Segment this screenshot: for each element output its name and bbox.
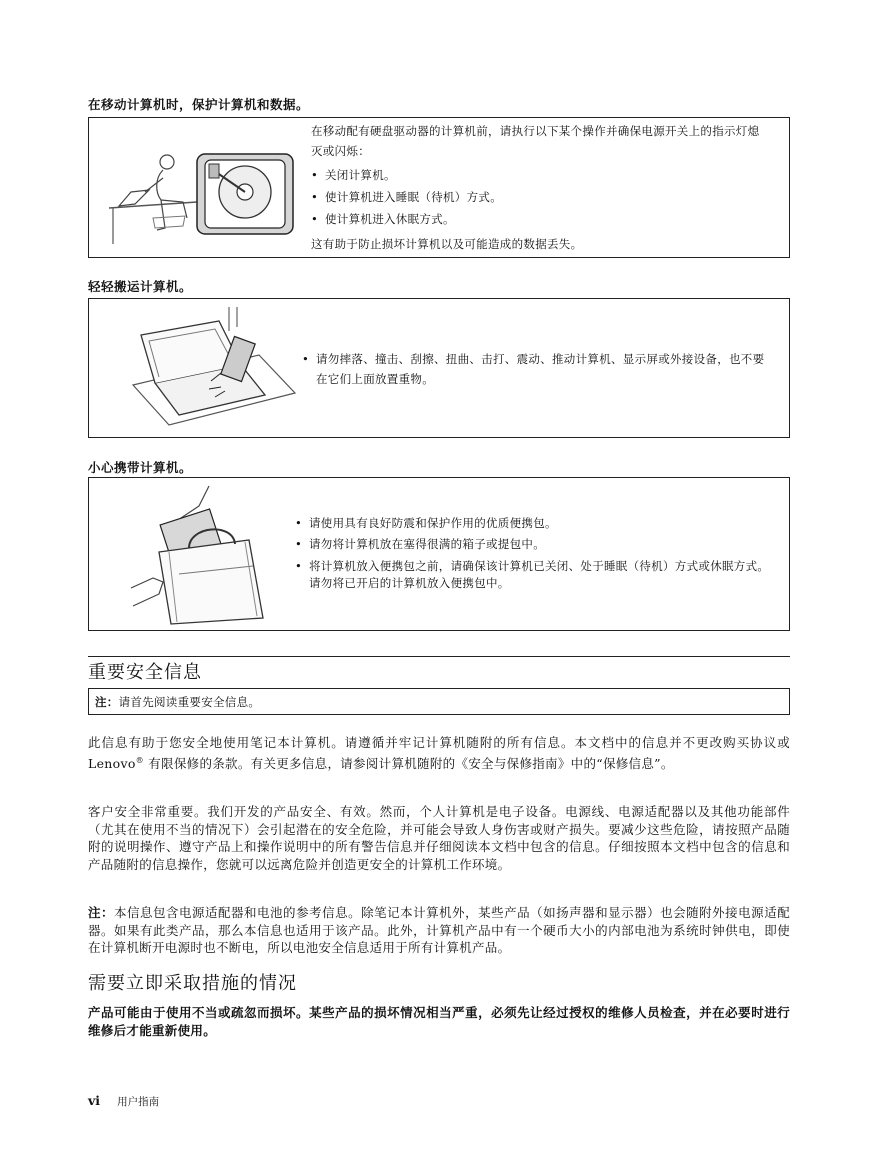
laptop-bag-illustration	[129, 482, 289, 627]
moving-bullet-list	[311, 164, 771, 230]
page-footer	[88, 1090, 159, 1109]
gentle-handling-box	[88, 298, 790, 438]
safety-paragraph-2: 客户安全非常重要。我们开发的产品安全、有效。然而，个人计算机是电子设备。电源线、电源适配器以及其他功能部件（尤其在使用不当的情况下）会引起潜在的安全危险，并可能会导致人身伤害或财产损失。要减少这些危险，请按照产品随附的说明操作、遵守产品上和操作说明中的所有警告信息并仔细阅读本文档中包含的信息。仔细按照本文档中包含的信息和产品随附的信息操作，您就可以远离危险并创造更安全的计算机工作环境。	[88, 804, 790, 872]
section-heading-gentle: 轻轻搬运计算机。	[88, 279, 193, 294]
safety-paragraph-3	[88, 904, 790, 957]
safety-note	[95, 692, 260, 712]
section-heading-moving: 在移动计算机时，保护计算机和数据。	[88, 97, 310, 112]
person-harddisk-illustration	[105, 148, 305, 248]
list-item: • 请勿将计算机放在塞得很满的箱子或提包中。	[295, 534, 775, 555]
section-heading-carry: 小心携带计算机。	[88, 460, 193, 475]
para1-text: 此信息有助于您安全地使用笔记本计算机。请遵循并牢记计算机随附的所有信息。本文档中的信息并不更改购买协议或 Lenovo	[88, 735, 790, 771]
list-item: • 关闭计算机。	[311, 164, 771, 186]
note-label: 注：	[88, 905, 115, 920]
moving-footer-text: 这有助于防止损坏计算机以及可能造成的数据丢失。	[311, 237, 583, 251]
moving-intro-text: 在移动配有硬盘驱动器的计算机前，请执行以下某个操作并确保电源开关上的指示灯熄灭或闪烁：	[311, 124, 760, 158]
para3-text: 本信息包含电源适配器和电池的参考信息。除笔记本计算机外，某些产品（如扬声器和显示器）也会随附外接电源适配器。如果有此类产品，那么本信息也适用于该产品。此外，计算机产品中有一个硬币大小的内部电池为系统时钟供电，即使在计算机断开电源时也不断电，所以电池安全信息适用于所有计算机产品。	[88, 905, 790, 956]
list-item: • 请使用具有良好防震和保护作用的优质便携包。	[295, 513, 775, 534]
safety-note-box	[88, 688, 790, 715]
carry-bullet-list	[295, 513, 775, 592]
safety-section-title: 重要安全信息	[88, 662, 202, 683]
laptop-impact-illustration	[129, 307, 299, 432]
section-rule	[88, 656, 790, 657]
note-label: 注：	[95, 695, 119, 709]
note-text: 请首先阅读重要安全信息。	[118, 695, 261, 709]
urgent-section-title: 需要立即采取措施的情况	[88, 973, 297, 994]
carry-computer-box	[88, 477, 790, 631]
list-item: • 使计算机进入睡眠（待机）方式。	[311, 186, 771, 208]
urgent-paragraph: 产品可能由于使用不当或疏忽而损坏。某些产品的损坏情况相当严重，必须先让经过授权的维修人员检查，并在必要时进行维修后才能重新使用。	[88, 1005, 790, 1038]
list-item: • 将计算机放入便携包之前，请确保该计算机已关闭、处于睡眠（待机）方式或休眠方式。请勿将已开启的计算机放入便携包中。	[295, 558, 775, 592]
list-item: • 请勿摔落、撞击、刮擦、扭曲、击打、震动、推动计算机、显示屏或外接设备，也不要在它们上面放置重物。	[302, 349, 772, 389]
list-item: • 使计算机进入休眠方式。	[311, 208, 771, 230]
page-number: vi	[88, 1093, 101, 1108]
moving-computer-box	[88, 117, 790, 258]
para1-text-cont: 有限保修的条款。有关更多信息，请参阅计算机随附的《安全与保修指南》中的“保修信息”。	[143, 755, 674, 771]
safety-paragraph-1	[88, 734, 790, 772]
gentle-bullet-list	[302, 349, 772, 389]
guide-title: 用户指南	[117, 1096, 160, 1108]
registered-mark: ®	[135, 755, 144, 765]
